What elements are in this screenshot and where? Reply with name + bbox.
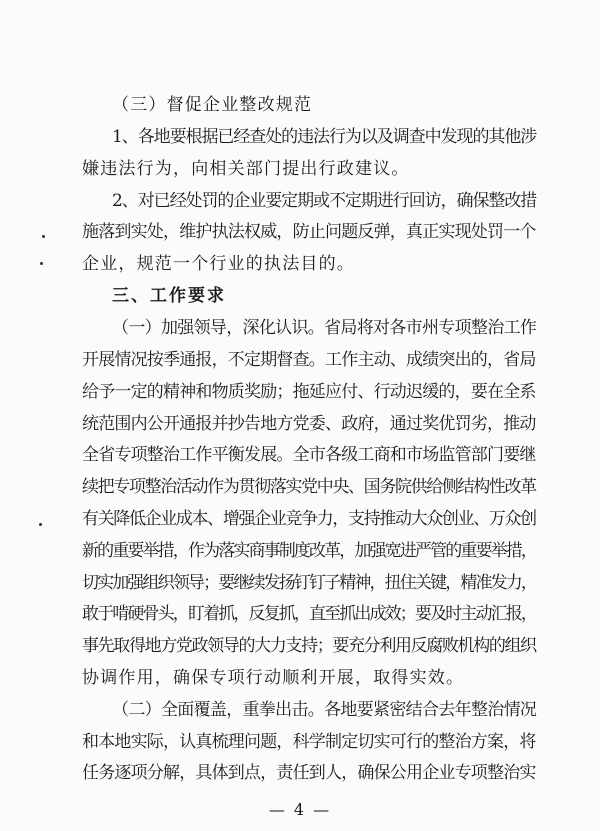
paragraph-line: 1、各地要根据已经查处的违法行为以及调查中发现的其他涉 [112, 127, 537, 147]
scan-speck [39, 523, 42, 526]
paragraph-line: 敢于啃硬骨头，盯着抓，反复抓，直至抓出成效；要及时主动汇报， [82, 604, 536, 624]
paragraph-line: 续把专项整治活动作为贯彻落实党中央、国务院供给侧结构性改革 [82, 477, 536, 497]
paragraph-line: 统范围内公开通报并抄告地方党委、政府，通过奖优罚劣，推动 [82, 414, 536, 434]
scan-speck [42, 235, 45, 238]
page-number: — 4 — [268, 800, 332, 819]
paragraph-line: 和本地实际，认真梳理问题，科学制定切实可行的整治方案，将 [82, 732, 536, 752]
paragraph-line: 企业，规范一个行业的执法目的。 [82, 254, 355, 274]
paragraph-line: 事先取得地方党政领导的大力支持；要充分利用反腐败机构的组织 [82, 636, 536, 656]
paragraph-line: 协调作用，确保专项行动顺利开展，取得实效。 [82, 668, 465, 688]
paragraph-line: 开展情况按季通报，不定期督查。工作主动、成绩突出的，省局 [82, 350, 536, 370]
paragraph-line: 给予一定的精神和物质奖励；拖延应付、行动迟缓的，要在全系 [82, 382, 536, 402]
paragraph-line: （二）全面覆盖，重拳出击。各地要紧密结合去年整治情况 [112, 700, 537, 720]
paragraph-line: 2、对已经处罚的企业要定期或不定期进行回访，确保整改措 [112, 191, 537, 211]
paragraph-line: （一）加强领导，深化认识。省局将对各市州专项整治工作 [112, 318, 537, 338]
paragraph-line: 切实加强组织领导；要继续发扬钉钉子精神，扭住关键，精准发力， [82, 573, 536, 593]
paragraph-line: 施落到实处，维护执法权威，防止问题反弹，真正实现处罚一个 [82, 222, 536, 242]
section-heading: 三、工作要求 [112, 286, 226, 306]
scan-speck [40, 262, 43, 265]
subheading-3: （三）督促企业整改规范 [112, 95, 313, 115]
paragraph-line: 全省专项整治工作平衡发展。全市各级工商和市场监管部门要继 [82, 445, 536, 465]
paragraph-line: 新的重要举措，作为落实商事制度改革，加强宽进严管的重要举措， [82, 541, 536, 561]
paragraph-line: 嫌违法行为，向相关部门提出行政建议。 [82, 159, 410, 179]
paragraph-line: 任务逐项分解，具体到点，责任到人，确保公用企业专项整治实 [82, 763, 536, 783]
paragraph-line: 有关降低企业成本、增强企业竞争力，支持推动大众创业、万众创 [82, 509, 536, 529]
